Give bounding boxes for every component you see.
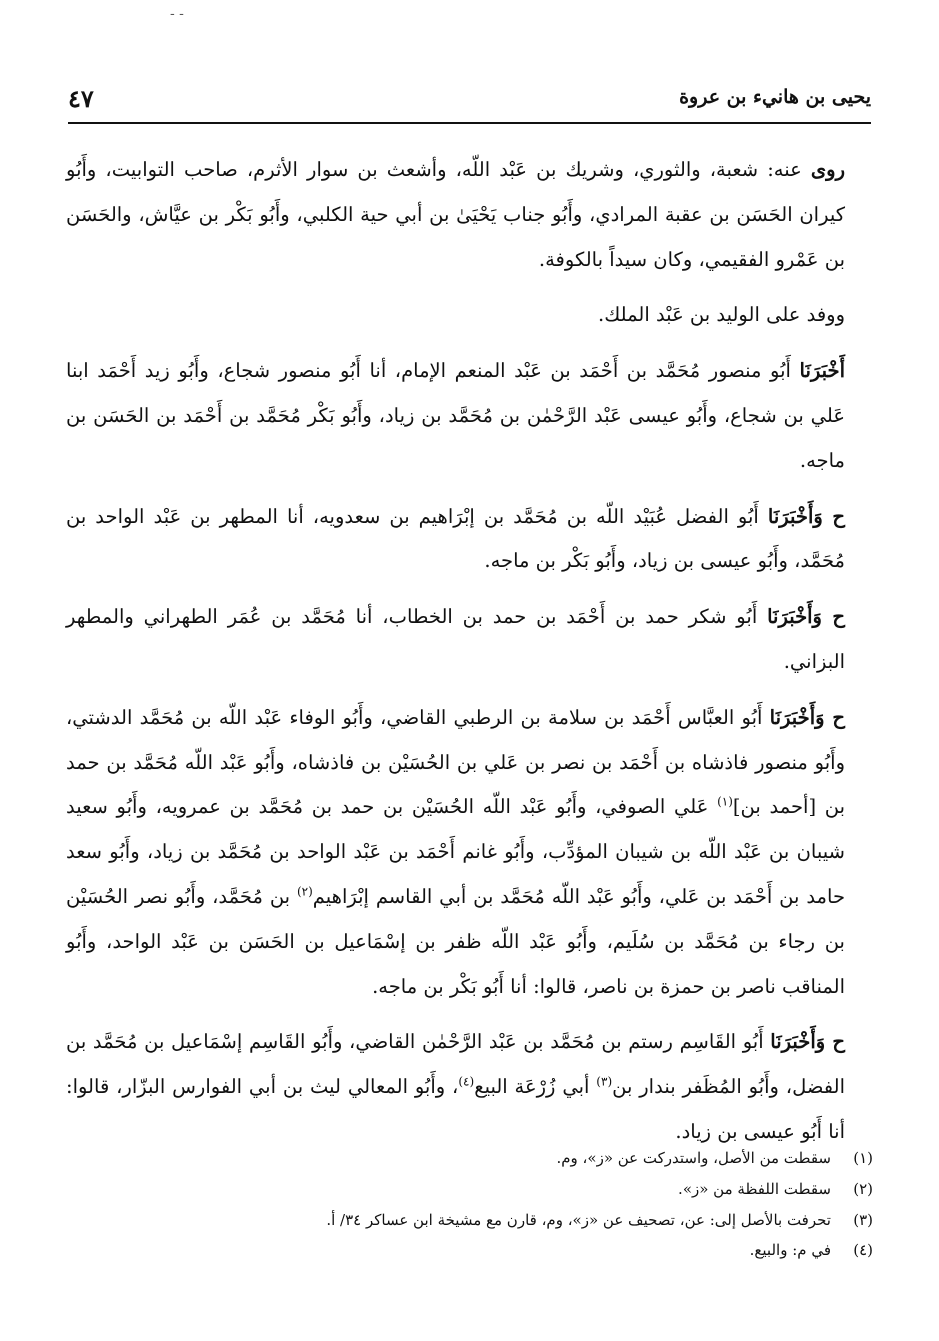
footnote-text: سقطت من الأصل، واستدركت عن «ز»، وم. <box>556 1149 831 1167</box>
text-line: ، وأَبُو المعالي <box>347 1075 459 1099</box>
text-line: إسْمَاعيل بن مُحَمَّد بن الفضل، وأَبُو المُظَفر بندار بن <box>66 1030 845 1099</box>
keyword-wa-akhbarana: ح وَأَخْبَرَنَا <box>769 705 845 729</box>
text-line: وأَبُو عَبْد اللّه ظفر بن إسْمَاعيل بن الحَسَن بن عَبْد الواحد، وأَبُو المناقب ناصر بن <box>66 929 845 998</box>
footnote-number: (٤) <box>853 1241 873 1260</box>
text-line: التوابيت، وأَبُو كيران الحَسَن بن عقبة المرادي، وأَبُو جناب يَحْيَىٰ بن أبي حية الكلبي، وأَبُو <box>66 158 846 226</box>
footnote-text: سقطت اللفظة من «ز». <box>678 1179 831 1198</box>
paragraph-isnad-5 <box>66 1020 873 1154</box>
footnote-marker: (٤) <box>458 1074 475 1089</box>
keyword-wa-akhbarana: ح وَأَخْبَرَنَا <box>767 504 845 528</box>
footnote-number: (٢) <box>853 1179 873 1198</box>
text-line: عَبْد الواحد بن مُحَمَّد، وأَبُو عيسى بن زياد، وأَبُو بَكْر بن ماجه. <box>66 504 845 573</box>
keyword-wa-akhbarana: ح وَأَخْبَرَنَا <box>770 1030 846 1054</box>
footnote-marker: (١) <box>717 794 733 809</box>
footnote-text: في م: والبيع. <box>749 1241 831 1260</box>
paragraph-wafada <box>66 293 873 338</box>
text-line: أَبُو القَاسِم رستم بن مُحَمَّد بن عَبْد الرَّحْمٰن القاضي، وأَبُو القَاسِم <box>248 1030 764 1054</box>
footnotes <box>66 1143 873 1266</box>
paragraph-isnad-1 <box>66 349 873 483</box>
text-line: عَبْد اللّه مُحَمَّد بن حمد بن [أحمد بن] <box>66 750 846 819</box>
footnote-marker: (٣) <box>596 1074 613 1089</box>
keyword-akhbarana: أَخْبَرَنَا <box>799 359 845 383</box>
paragraph-narrators <box>66 148 873 282</box>
top-mark: - - <box>170 6 184 22</box>
text-line: عنه: شعبة، والثوري، وشريك بن عَبْد اللّه، وأشعث بن سوار الأثرم، صاحب <box>184 158 802 181</box>
text-line: أَبُو الفضل عُبَيْد اللّه بن مُحَمَّد بن إبْرَاهيم بن سعدويه، أنا المطهر بن <box>190 504 759 528</box>
keyword-wa-akhbarana: ح وَأَخْبَرَنَا <box>767 605 845 629</box>
text-line: ووفد على الوليد بن عَبْد الملك. <box>598 303 845 327</box>
text-line: زيد أَحْمَد ابنا عَلي بن شجاع، وأَبُو عيسى عَبْد الرَّحْمٰن بن مُحَمَّد بن زياد، وأَبُو بَكْر <box>66 359 846 427</box>
footnote <box>66 1205 873 1236</box>
footnote-number: (٣) <box>853 1210 873 1229</box>
keyword-rawa: روى <box>810 158 846 181</box>
text-line: حمزة بن ناصر، قالوا: أنا أَبُو بَكْر بن ماجه. <box>372 974 705 998</box>
text-line: بن مُحَمَّد، وأَبُو نصر الحُسَيْن بن رجاء بن مُحَمَّد بن سُلَيم، <box>66 884 845 953</box>
main-text <box>66 148 873 1166</box>
footnote <box>66 1174 873 1205</box>
text-line: حمد بن مُحَمَّد بن عمرويه، وأَبُو سعيد شيبان بن عَبْد اللّه بن شيبان المؤدِّب، وأَبُو غانم <box>66 795 845 864</box>
paragraph-isnad-4 <box>66 696 873 1010</box>
footnote <box>66 1143 873 1174</box>
text-line: أبي زُرْعَة البيع <box>474 1075 590 1099</box>
footnote <box>66 1235 873 1266</box>
footnote-text: تحرفت بالأصل إلى: عن، تصحيف عن «ز»، وم، قارن مع مشيخة ابن عساكر ٣٤/ أ. <box>326 1210 831 1229</box>
text-line: أَبُو منصور مُحَمَّد بن أَحْمَد بن عَبْد المنعم الإمام، أنا أَبُو منصور شجاع، وأَبُو <box>178 359 791 383</box>
text-line: مُحَمَّد الدشتي، وأَبُو منصور فاذشاه بن أَحْمَد بن نصر بن عَلي بن الحُسَيْن بن فاذشاه، وأَبُو <box>66 705 845 774</box>
text-line: عَلي الصوفي، وأَبُو عَبْد اللّه الحُسَيْن بن <box>382 795 709 819</box>
footnote-marker: (٢) <box>296 884 313 899</box>
page-number: ٤٧ <box>68 84 94 113</box>
text-line: مُحَمَّد بن أبي القاسم إبْرَاهيم <box>312 884 545 908</box>
text-line: أَبُو العبَّاس أَحْمَد بن سلامة بن الرطبي القاضي، وأَبُو الوفاء عَبْد اللّه بن <box>191 705 763 729</box>
paragraph-isnad-3 <box>66 595 873 685</box>
page-header <box>68 86 871 124</box>
running-title: يحيى بن هانيء بن عروة <box>679 86 871 108</box>
paragraph-isnad-2 <box>66 495 873 585</box>
text-line: أَبُو شكر حمد بن أَحْمَد بن حمد بن الخطاب، أنا مُحَمَّد بن عُمَر <box>227 605 758 629</box>
text-line: أَحْمَد بن عَبْد الواحد بن مُحَمَّد بن زياد، وأَبُو سعد حامد بن أَحْمَد بن عَلي، وأَبُو عَبْد اللّه <box>66 840 846 908</box>
text-line: بَكْر بن عيَّاش، والحَسَن بن عَمْرو الفقيمي، وكان سيداً بالكوفة. <box>66 202 845 271</box>
footnote-number: (١) <box>853 1149 873 1167</box>
text-line: ليث بن أبي الفوارس البزّار، قالوا: أنا أَبُو عيسى بن زياد. <box>66 1075 845 1143</box>
text-line: مُحَمَّد بن أَحْمَد بن الحَسَن بن ماجه. <box>66 403 845 472</box>
text-line: الطهراني والمطهر البزاني. <box>66 605 845 673</box>
